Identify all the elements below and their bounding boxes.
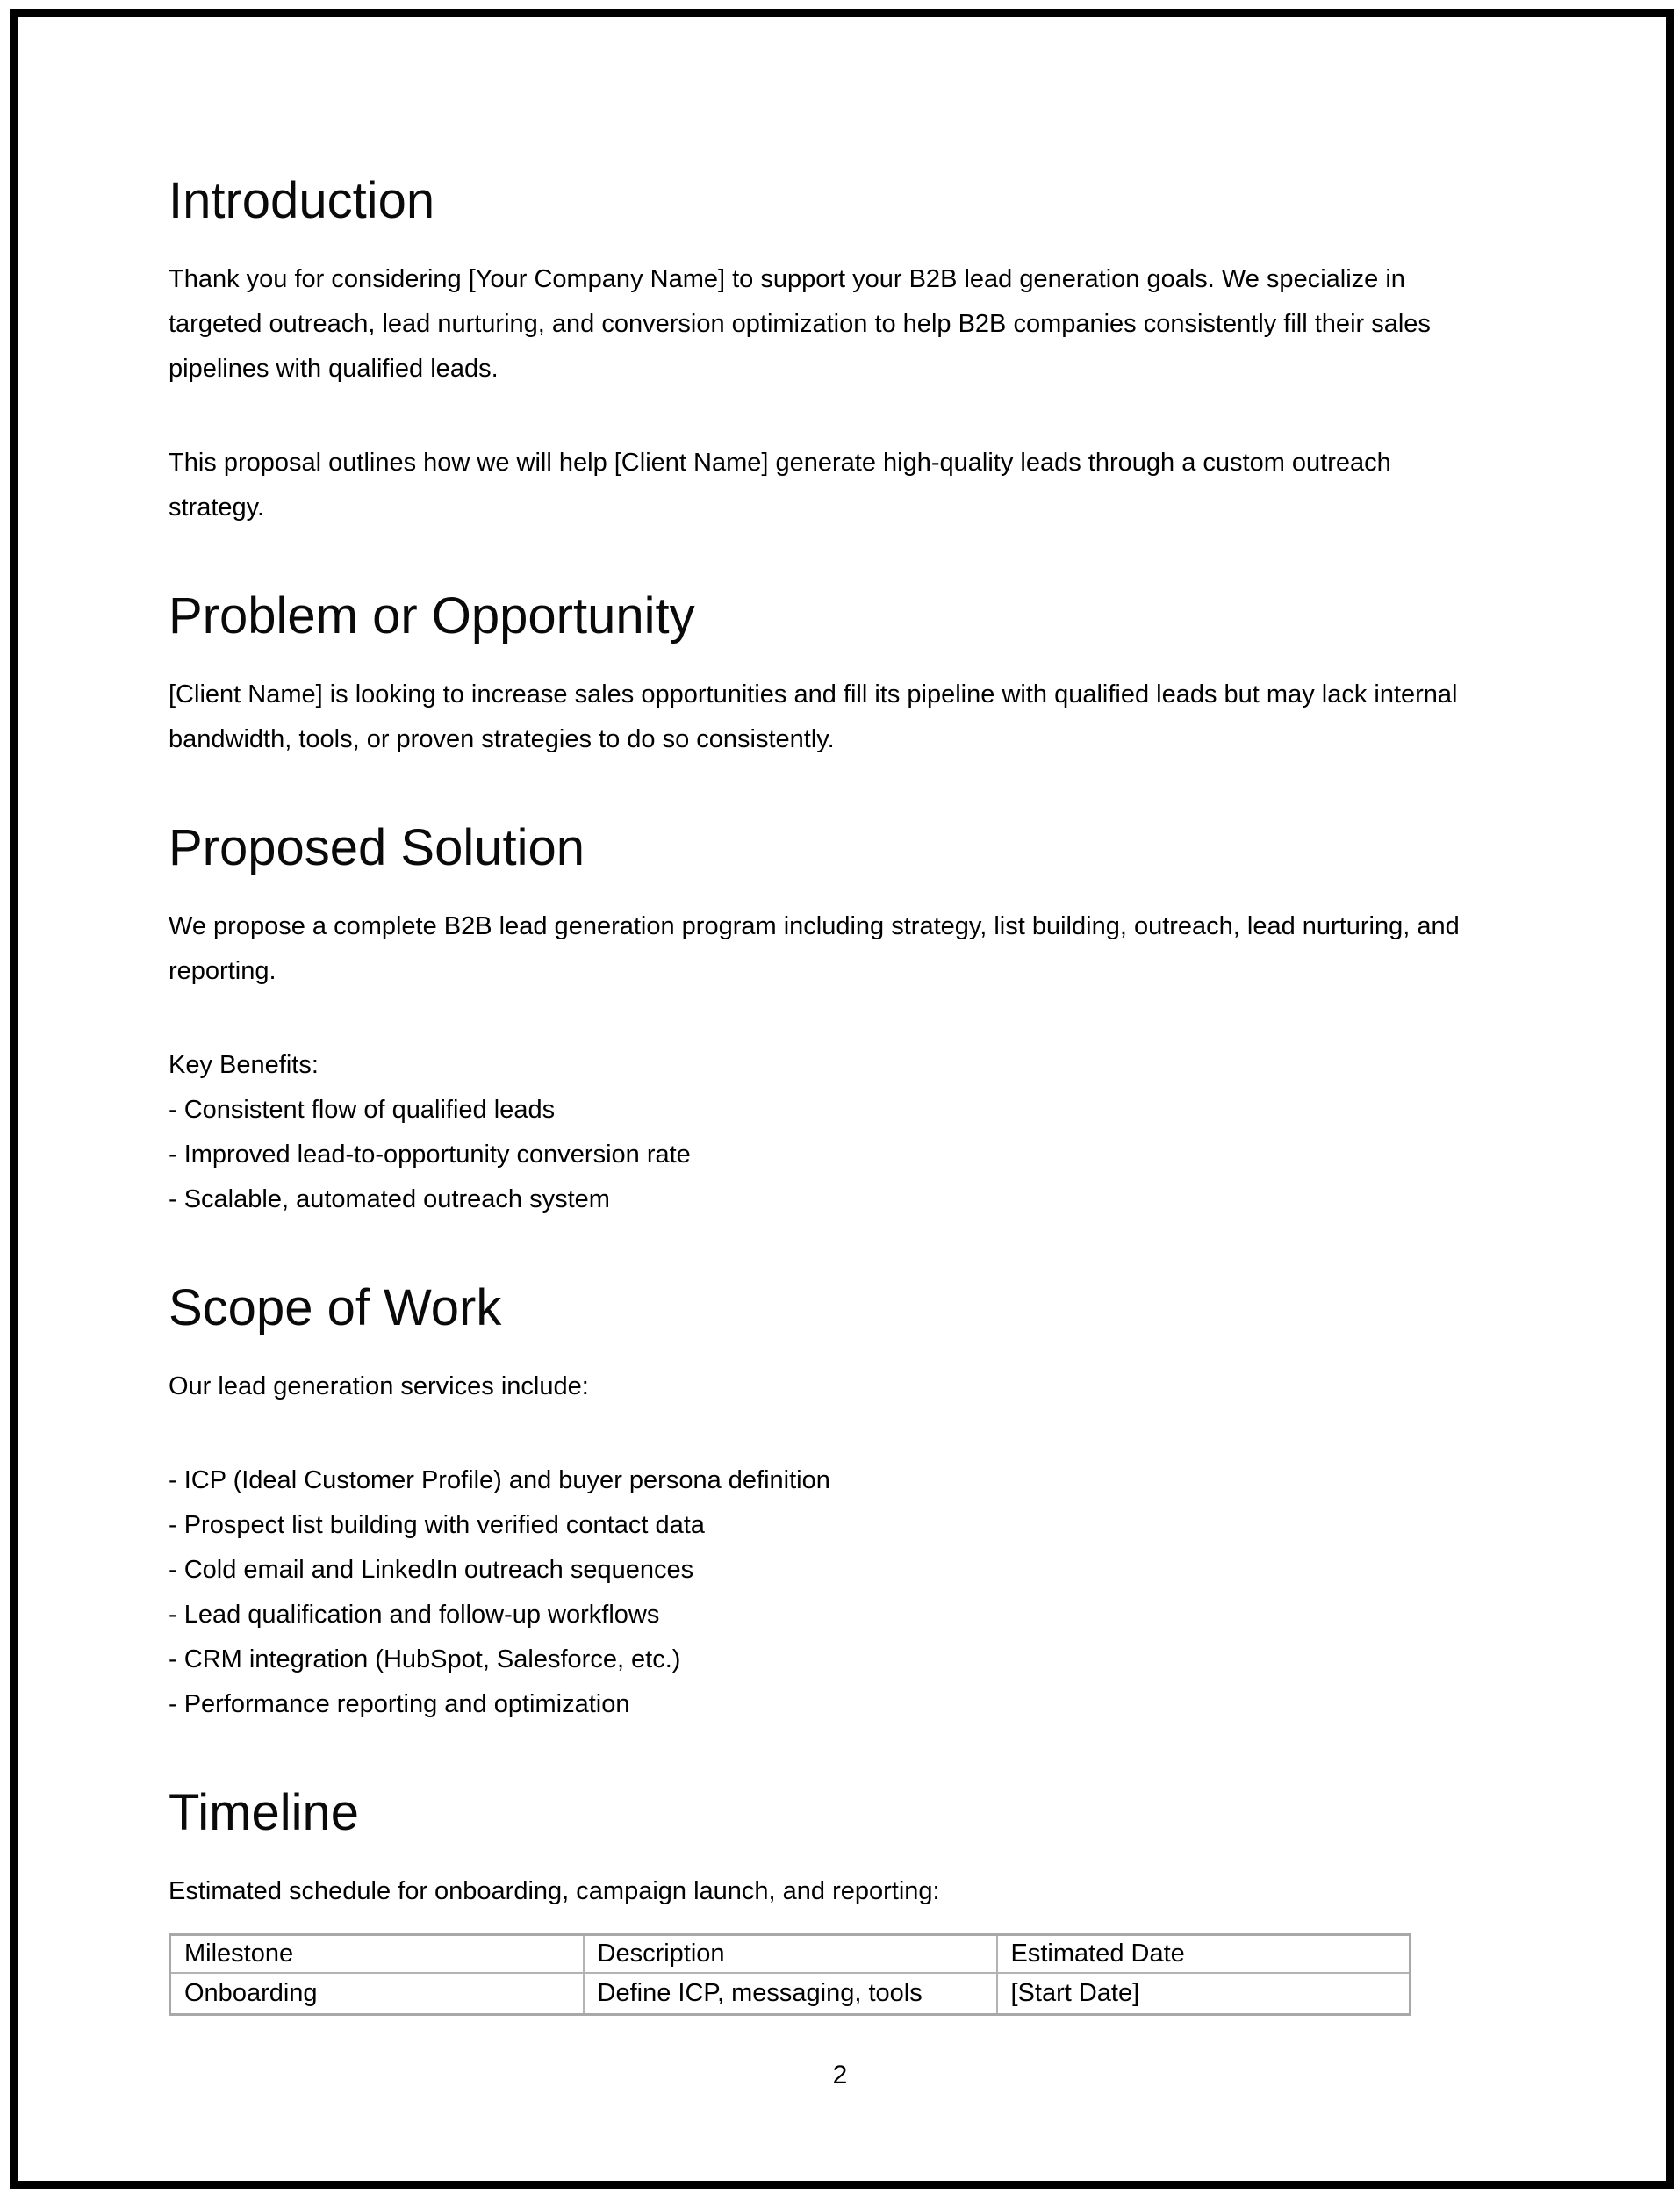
table-header-estimated-date: Estimated Date: [997, 1935, 1411, 1974]
scope-item: - Performance reporting and optimization: [169, 1690, 630, 1718]
scope-item: - Cold email and LinkedIn outreach sequences: [169, 1556, 694, 1584]
key-benefits-block: [169, 1043, 1463, 1222]
timeline-table-header-row: [170, 1935, 1411, 1974]
section-heading-timeline: Timeline: [169, 1784, 360, 1841]
table-cell-description: Define ICP, messaging, tools: [584, 1973, 997, 2015]
scope-item: - Lead qualification and follow-up workflows: [169, 1601, 660, 1629]
table-header-milestone: Milestone: [170, 1935, 584, 1974]
scope-item: - ICP (Ideal Customer Profile) and buyer persona definition: [169, 1466, 830, 1494]
scope-item: - Prospect list building with verified contact data: [169, 1511, 705, 1539]
intro-paragraph-2: This proposal outlines how we will help [Client Name] generate high-quality leads through a custom outreach strategy.: [169, 449, 1391, 522]
benefit-item: - Scalable, automated outreach system: [169, 1185, 610, 1213]
section-heading-scope-of-work: Scope of Work: [169, 1279, 502, 1336]
section-heading-introduction: Introduction: [169, 172, 435, 229]
benefit-item: - Consistent flow of qualified leads: [169, 1096, 556, 1124]
table-row-onboarding: [170, 1973, 1411, 2015]
scope-items-block: [169, 1458, 1463, 1727]
problem-paragraph: [Client Name] is looking to increase sales opportunities and fill its pipeline with qualified leads but may lack internal bandwidth, tools, or proven strategies to do so consistently.: [169, 680, 1458, 753]
section-heading-problem-or-opportunity: Problem or Opportunity: [169, 587, 695, 644]
timeline-table: [169, 1933, 1411, 2016]
scope-item: - CRM integration (HubSpot, Salesforce, etc.): [169, 1645, 681, 1673]
scope-paragraph: Our lead generation services include:: [169, 1372, 589, 1400]
timeline-paragraph: Estimated schedule for onboarding, campaign launch, and reporting:: [169, 1877, 940, 1905]
section-heading-proposed-solution: Proposed Solution: [169, 819, 585, 876]
solution-paragraph: We propose a complete B2B lead generation program including strategy, list building, outreach, lead nurturing, and reporting.: [169, 912, 1460, 985]
key-benefits-title: Key Benefits:: [169, 1051, 319, 1079]
table-cell-estimated-date: [Start Date]: [997, 1973, 1411, 2015]
document-content: [169, 0, 1463, 2016]
page-number: 2: [832, 2061, 848, 2090]
intro-paragraph-1: Thank you for considering [Your Company Name] to support your B2B lead generation goals. We specialize in targeted outreach, lead nurturing, and conversion optimization to help B2B companies consistently fill their sales pipelines with qualified leads.: [169, 265, 1431, 383]
table-header-description: Description: [584, 1935, 997, 1974]
table-cell-milestone: Onboarding: [170, 1973, 584, 2015]
benefit-item: - Improved lead-to-opportunity conversion rate: [169, 1141, 691, 1169]
